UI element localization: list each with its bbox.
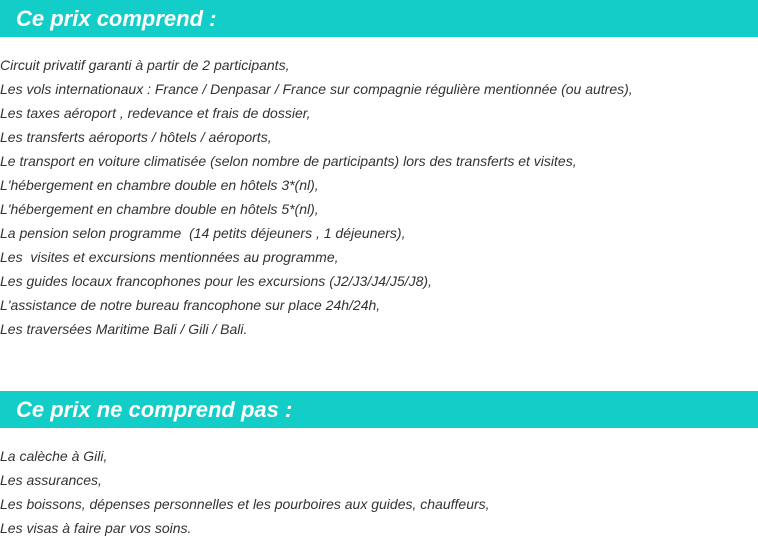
includes-item: Les transferts aéroports / hôtels / aéroports, <box>0 129 272 145</box>
includes-section-header <box>0 0 758 37</box>
includes-item: L'assistance de notre bureau francophone sur place 24h/24h, <box>0 297 381 313</box>
includes-item: Les traversées Maritime Bali / Gili / Bali. <box>0 321 248 337</box>
includes-item: Le transport en voiture climatisée (selon nombre de participants) lors des transferts et visites, <box>0 153 577 169</box>
includes-item: La pension selon programme (14 petits déjeuners , 1 déjeuners), <box>0 225 406 241</box>
excludes-item: Les boissons, dépenses personnelles et les pourboires aux guides, chauffeurs, <box>0 496 490 512</box>
includes-item: L'hébergement en chambre double en hôtels 5*(nl), <box>0 201 319 217</box>
excludes-item: Les assurances, <box>0 472 102 488</box>
includes-title: Ce prix comprend : <box>16 6 217 31</box>
includes-item: Les taxes aéroport , redevance et frais de dossier, <box>0 105 311 121</box>
excludes-section-header <box>0 391 758 428</box>
excludes-item: La calèche à Gili, <box>0 448 108 464</box>
includes-list <box>0 53 758 341</box>
excludes-title: Ce prix ne comprend pas : <box>16 397 293 422</box>
includes-item: Les vols internationaux : France / Denpasar / France sur compagnie régulière mentionnée (ou autres), <box>0 81 633 97</box>
excludes-list <box>0 444 758 540</box>
includes-item: Les guides locaux francophones pour les excursions (J2/J3/J4/J5/J8), <box>0 273 432 289</box>
excludes-item: Les visas à faire par vos soins. <box>0 520 192 536</box>
includes-item: L'hébergement en chambre double en hôtels 3*(nl), <box>0 177 319 193</box>
includes-item: Circuit privatif garanti à partir de 2 participants, <box>0 57 290 73</box>
includes-item: Les visites et excursions mentionnées au programme, <box>0 249 339 265</box>
